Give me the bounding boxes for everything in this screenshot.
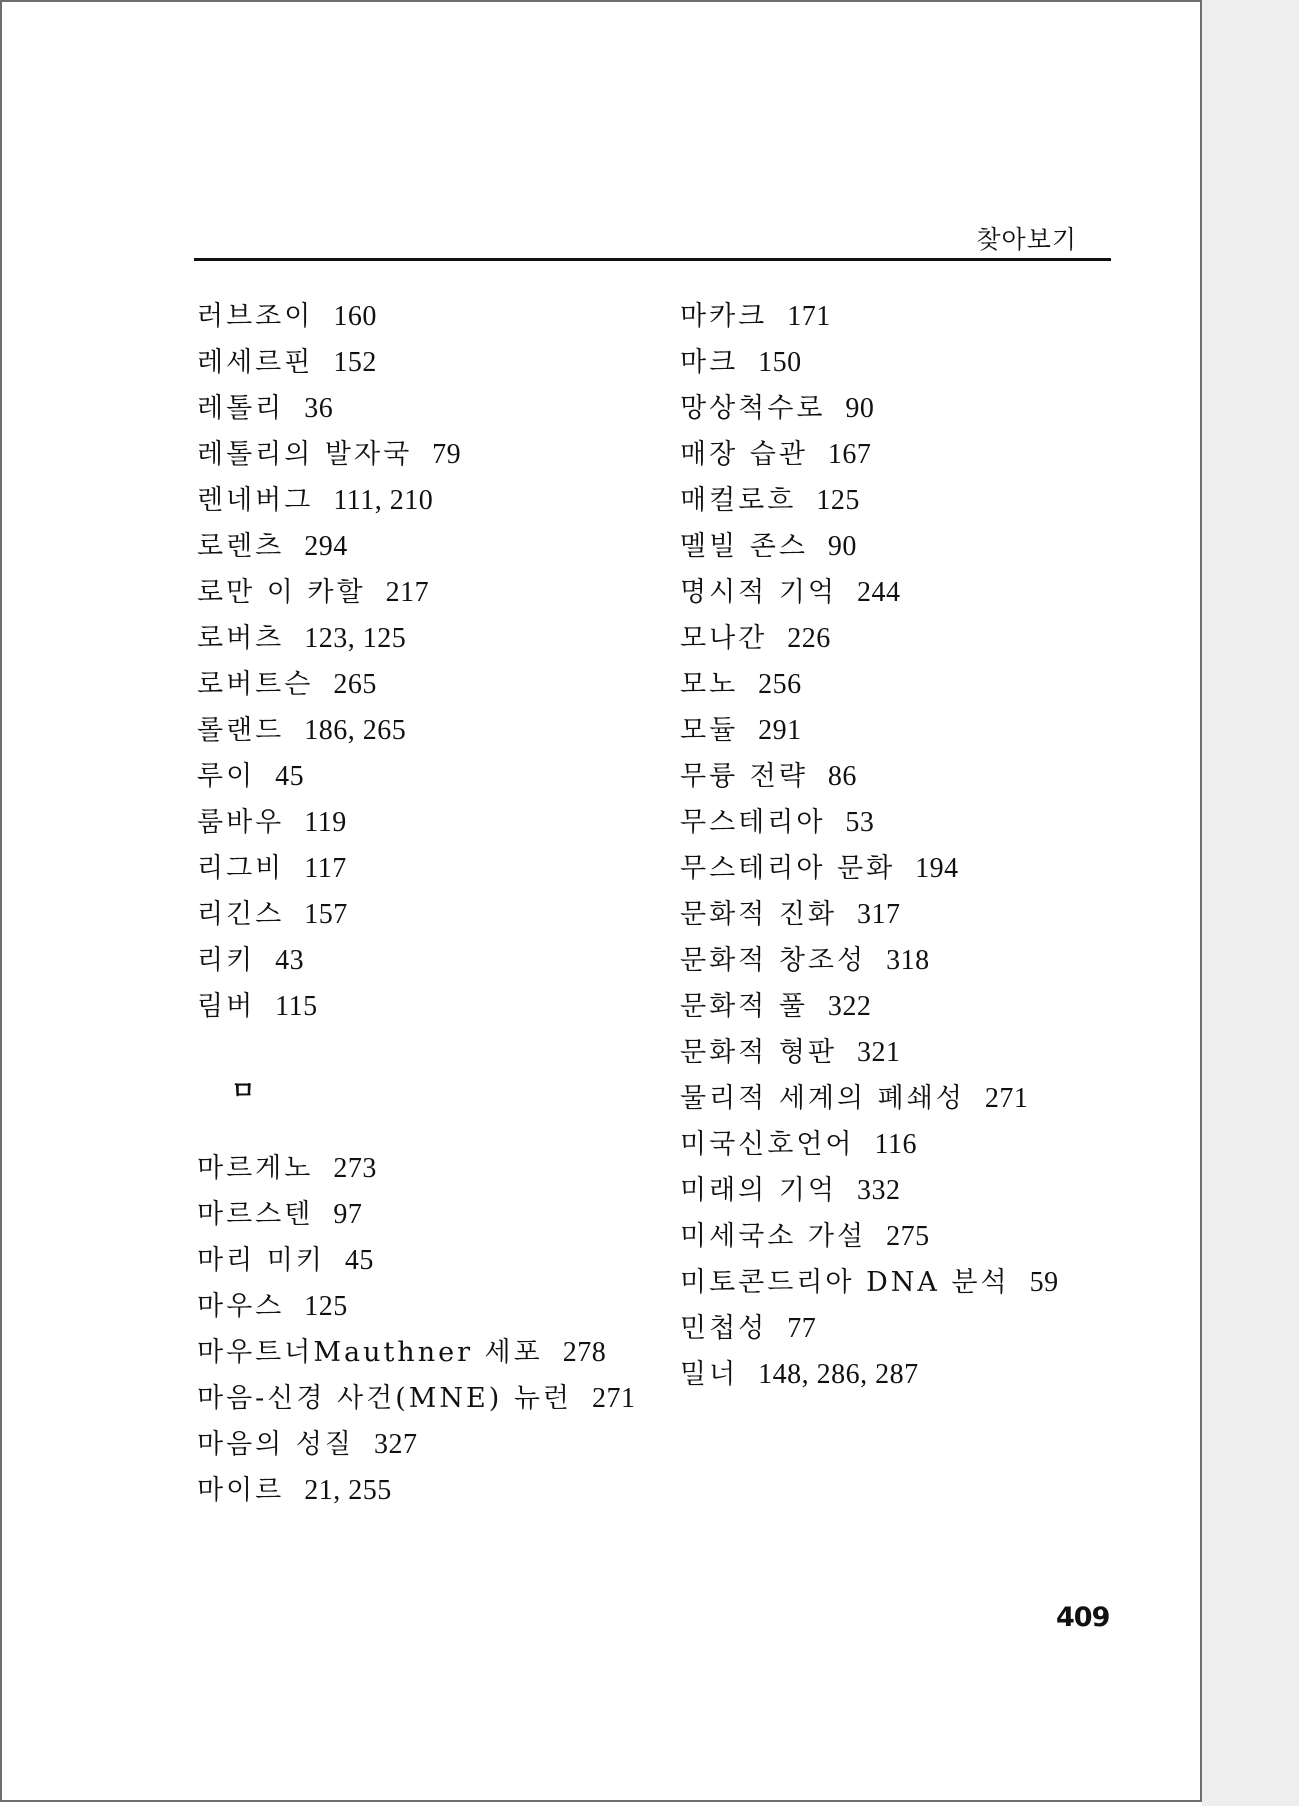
index-entry bbox=[680, 895, 1150, 941]
index-entry bbox=[197, 665, 657, 711]
index-term: 마크 bbox=[680, 347, 739, 378]
index-pages: 123, 125 bbox=[304, 623, 407, 654]
index-pages: 275 bbox=[886, 1221, 930, 1252]
index-pages: 86 bbox=[827, 761, 857, 792]
index-entry bbox=[680, 1033, 1150, 1079]
index-term: 미세국소 가설 bbox=[680, 1221, 867, 1252]
index-entry bbox=[197, 435, 657, 481]
index-term: 로버츠 bbox=[197, 623, 285, 654]
index-entry bbox=[197, 1379, 657, 1425]
index-entry bbox=[680, 389, 1150, 435]
index-term: 룸바우 bbox=[197, 807, 285, 838]
index-pages: 59 bbox=[1029, 1267, 1059, 1298]
index-entry bbox=[680, 619, 1150, 665]
index-term: 마카크 bbox=[680, 301, 768, 332]
index-term: 문화적 진화 bbox=[680, 899, 837, 930]
index-entry bbox=[680, 343, 1150, 389]
index-pages: 150 bbox=[758, 347, 802, 378]
index-term: 모듈 bbox=[680, 715, 739, 746]
running-header-title: 찾아보기 bbox=[976, 225, 1077, 254]
index-entry bbox=[680, 1309, 1150, 1355]
index-pages: 160 bbox=[333, 301, 377, 332]
index-entry bbox=[680, 1125, 1150, 1171]
index-pages: 294 bbox=[304, 531, 348, 562]
index-entry bbox=[197, 1149, 657, 1195]
index-term: 마리 미키 bbox=[197, 1245, 325, 1276]
index-column-left bbox=[197, 297, 657, 1517]
index-entry bbox=[197, 757, 657, 803]
index-pages: 171 bbox=[787, 301, 831, 332]
index-entry bbox=[680, 1079, 1150, 1125]
index-term: 민첩성 bbox=[680, 1313, 768, 1344]
index-pages: 125 bbox=[304, 1291, 348, 1322]
index-entry bbox=[197, 1195, 657, 1241]
index-entry bbox=[680, 527, 1150, 573]
index-pages: 21, 255 bbox=[304, 1475, 392, 1506]
page-number: 409 bbox=[1056, 1602, 1110, 1633]
index-entry bbox=[680, 665, 1150, 711]
index-pages: 43 bbox=[275, 945, 305, 976]
index-entry bbox=[680, 435, 1150, 481]
index-term: 로버트슨 bbox=[197, 669, 314, 700]
index-term: 매장 습관 bbox=[680, 439, 808, 470]
index-term: 멜빌 존스 bbox=[680, 531, 808, 562]
index-term: 렌네버그 bbox=[197, 485, 314, 516]
index-entry bbox=[680, 297, 1150, 343]
index-pages: 226 bbox=[787, 623, 831, 654]
index-term: 미국신호언어 bbox=[680, 1129, 855, 1160]
index-pages: 317 bbox=[857, 899, 901, 930]
index-term: 밀너 bbox=[680, 1359, 739, 1390]
index-entry bbox=[197, 343, 657, 389]
index-term: 미토콘드리아 DNA 분석 bbox=[680, 1267, 1010, 1298]
index-entry bbox=[680, 711, 1150, 757]
index-entry bbox=[197, 619, 657, 665]
index-pages: 90 bbox=[827, 531, 857, 562]
index-column-right bbox=[680, 297, 1150, 1401]
index-pages: 117 bbox=[304, 853, 347, 884]
index-term: 마음의 성질 bbox=[197, 1429, 354, 1460]
index-pages: 194 bbox=[915, 853, 959, 884]
index-pages: 115 bbox=[275, 991, 318, 1022]
index-term: 매컬로흐 bbox=[680, 485, 797, 516]
index-entry bbox=[197, 1333, 657, 1379]
index-term: 레세르핀 bbox=[197, 347, 314, 378]
index-entry bbox=[680, 941, 1150, 987]
index-entry bbox=[680, 573, 1150, 619]
index-pages: 318 bbox=[886, 945, 930, 976]
index-entry bbox=[680, 987, 1150, 1033]
index-pages: 97 bbox=[333, 1199, 363, 1230]
index-entry bbox=[680, 757, 1150, 803]
index-term: 러브조이 bbox=[197, 301, 314, 332]
index-pages: 148, 286, 287 bbox=[758, 1359, 919, 1390]
index-pages: 271 bbox=[984, 1083, 1029, 1114]
index-entry bbox=[197, 527, 657, 573]
index-pages: 152 bbox=[333, 347, 377, 378]
index-pages: 167 bbox=[827, 439, 872, 470]
index-term: 마이르 bbox=[197, 1475, 285, 1506]
index-pages: 53 bbox=[845, 807, 875, 838]
index-pages: 332 bbox=[857, 1175, 901, 1206]
index-term: 레톨리의 발자국 bbox=[197, 439, 413, 470]
index-term: 로렌츠 bbox=[197, 531, 285, 562]
index-section-heading: ㅁ bbox=[231, 1076, 256, 1105]
index-entry bbox=[197, 987, 657, 1033]
index-pages: 291 bbox=[758, 715, 802, 746]
index-pages: 256 bbox=[758, 669, 802, 700]
index-pages: 273 bbox=[333, 1153, 377, 1184]
index-term: 리긴스 bbox=[197, 899, 285, 930]
index-entry bbox=[680, 1171, 1150, 1217]
index-entry bbox=[197, 389, 657, 435]
index-pages: 116 bbox=[874, 1129, 917, 1160]
index-entry bbox=[197, 711, 657, 757]
index-entry bbox=[680, 849, 1150, 895]
index-entry bbox=[680, 1263, 1150, 1309]
index-term: 림버 bbox=[197, 991, 256, 1022]
index-term: 마르스텐 bbox=[197, 1199, 314, 1230]
index-pages: 45 bbox=[275, 761, 305, 792]
index-pages: 217 bbox=[385, 577, 430, 608]
index-pages: 265 bbox=[333, 669, 377, 700]
index-term: 물리적 세계의 폐쇄성 bbox=[680, 1083, 965, 1114]
index-pages: 327 bbox=[374, 1429, 418, 1460]
index-entry bbox=[197, 1241, 657, 1287]
index-term: 마우트너Mauthner 세포 bbox=[197, 1337, 543, 1368]
index-entry bbox=[197, 1425, 657, 1471]
index-pages: 77 bbox=[787, 1313, 817, 1344]
index-entry bbox=[680, 481, 1150, 527]
index-pages: 278 bbox=[562, 1337, 607, 1368]
index-term: 로만 이 카할 bbox=[197, 577, 366, 608]
index-term: 문화적 풀 bbox=[680, 991, 808, 1022]
index-term: 무스테리아 문화 bbox=[680, 853, 896, 884]
index-pages: 111, 210 bbox=[333, 485, 434, 516]
index-term: 문화적 형판 bbox=[680, 1037, 837, 1068]
index-pages: 79 bbox=[432, 439, 462, 470]
index-term: 미래의 기억 bbox=[680, 1175, 837, 1206]
index-term: 문화적 창조성 bbox=[680, 945, 867, 976]
index-pages: 125 bbox=[816, 485, 860, 516]
index-pages: 36 bbox=[304, 393, 334, 424]
index-term: 리키 bbox=[197, 945, 256, 976]
index-term: 모노 bbox=[680, 669, 739, 700]
index-entry bbox=[197, 895, 657, 941]
index-term: 망상척수로 bbox=[680, 393, 826, 424]
index-term: 리그비 bbox=[197, 853, 285, 884]
index-pages: 45 bbox=[344, 1245, 374, 1276]
index-entry bbox=[680, 803, 1150, 849]
index-term: 무스테리아 bbox=[680, 807, 826, 838]
index-term: 마우스 bbox=[197, 1291, 285, 1322]
index-pages: 186, 265 bbox=[304, 715, 407, 746]
index-entry bbox=[197, 849, 657, 895]
index-term: 무륭 전략 bbox=[680, 761, 808, 792]
index-entry bbox=[197, 481, 657, 527]
index-entry bbox=[197, 1471, 657, 1517]
index-entry bbox=[197, 297, 657, 343]
index-entry bbox=[197, 1287, 657, 1333]
index-term: 롤랜드 bbox=[197, 715, 285, 746]
index-term: 명시적 기억 bbox=[680, 577, 837, 608]
index-term: 레톨리 bbox=[197, 393, 285, 424]
index-term: 마르게노 bbox=[197, 1153, 314, 1184]
index-entry bbox=[197, 803, 657, 849]
index-term: 모나간 bbox=[680, 623, 768, 654]
index-pages: 271 bbox=[592, 1383, 636, 1414]
index-entry bbox=[197, 941, 657, 987]
index-pages: 90 bbox=[845, 393, 875, 424]
index-entry bbox=[680, 1355, 1150, 1401]
index-pages: 322 bbox=[827, 991, 872, 1022]
header-rule bbox=[194, 258, 1111, 261]
index-term: 루이 bbox=[197, 761, 256, 792]
index-pages: 119 bbox=[304, 807, 347, 838]
index-term: 마음-신경 사건(MNE) 뉴런 bbox=[197, 1383, 572, 1414]
index-pages: 157 bbox=[304, 899, 348, 930]
index-pages: 244 bbox=[857, 577, 901, 608]
viewer-background bbox=[1202, 0, 1299, 1806]
index-entry bbox=[197, 573, 657, 619]
index-pages: 321 bbox=[857, 1037, 901, 1068]
index-entry bbox=[680, 1217, 1150, 1263]
